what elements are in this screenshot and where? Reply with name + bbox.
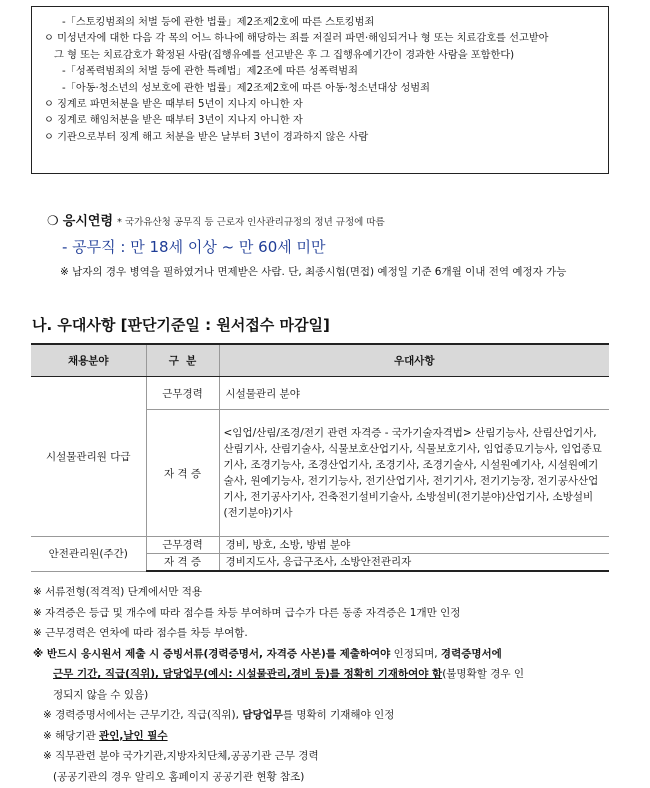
preference-table (31, 343, 609, 572)
box-line: -「스토킹범죄의 처벌 등에 관한 법률」제2조제2호에 따른 스토킹범죄 (62, 17, 375, 28)
preference-cell: 경비, 방호, 소방, 방범 분야 (219, 537, 609, 554)
disqualification-box (31, 6, 609, 174)
age-section-heading (47, 210, 385, 229)
age-note: * 국가유산청 공무직 등 근로자 인사관리규정의 정년 규정에 따름 (117, 217, 385, 228)
note-line (33, 664, 623, 685)
field-safety: 안전관리원(주간) (31, 537, 146, 572)
note-line: 정되지 않을 수 있음) (53, 688, 149, 701)
notes-section (33, 582, 623, 787)
note-line: ※ 자격증은 등급 및 개수에 따라 점수를 차등 부여하며 급수가 다른 동종 자격증은 1개만 인정 (33, 606, 461, 619)
box-line: 그 형 또는 치료감호가 확정된 사람(집행유예를 선고받은 후 그 집행유예기간이 경과한 사람을 포함한다) (54, 49, 515, 61)
box-line: -「아동·청소년의 성보호에 관한 법률」제2조제2호에 따른 아동·청소년대상 성범죄 (62, 82, 430, 94)
note-text: 인정되며, (390, 647, 441, 660)
note-underline: 관인,날인 필수 (99, 729, 168, 742)
note-bold: 경력증명서에 (440, 647, 502, 660)
note-line: (공공기관의 경우 알리오 홈페이지 공공기관 현황 참조) (53, 770, 305, 783)
note-line: ※ 서류전형(적격적) 단계에서만 적용 (33, 586, 203, 598)
category-cell: 근무경력 (146, 377, 219, 410)
box-line: ㅇ 미성년자에 대한 다음 각 목의 어느 하나에 해당하는 죄를 저질러 파면·해임되거나 형 또는 치료감호를 선고받아 (44, 33, 549, 45)
box-line: ㅇ 기관으로부터 징계 해고 처분을 받은 날부터 3년이 경과하지 않은 사람 (44, 131, 369, 143)
note-line (33, 705, 623, 726)
military-remark: ※ 남자의 경우 병역을 필하였거나 면제받은 사람. 단, 최종시험(면접) 예정일 기준 6개월 이내 전역 예정자 가능 (60, 266, 567, 278)
box-line: -「성폭력범죄의 처벌 등에 관한 특례법」제2조에 따른 성폭력범죄 (62, 66, 358, 78)
note-text: ※ 해당기관 (43, 729, 100, 742)
note-line (33, 644, 623, 665)
note-text: 를 명확히 기재해야 인정 (282, 709, 395, 721)
note-underline: 근무 기간, 직급(직위), 담당업무(예시: 시설물관리,경비 등)를 정확히 기재하여야 함 (53, 668, 443, 680)
age-range: - 공무직 : 만 18세 이상 ~ 만 60세 미만 (62, 238, 326, 256)
note-line: ※ 직무관련 분야 국가기관,지방자치단체,공공기관 근무 경력 (43, 750, 319, 762)
field-facility: 시설물관리원 다급 (31, 377, 146, 537)
category-cell: 자 격 증 (146, 410, 219, 537)
note-line (33, 726, 623, 747)
note-bold: ※ 반드시 응시원서 제출 시 증빙서류(경력증명서, 자격증 사본)를 제출하여야 (33, 647, 391, 660)
preference-cell: 시설물관리 분야 (219, 377, 609, 410)
note-text: (불명확할 경우 인 (442, 668, 524, 680)
box-line: ㅇ 징계로 해임처분을 받은 때부터 3년이 지나지 아니한 자 (44, 115, 303, 127)
table-header-row (31, 344, 609, 377)
table-row (31, 377, 609, 410)
age-title: 응시연령 (62, 214, 114, 229)
note-line: ※ 근무경력은 연차에 따라 점수를 차등 부여함. (33, 627, 248, 639)
section-title: 나. 우대사항 [판단기준일 : 원서접수 마감일] (32, 316, 330, 334)
note-bold: 담당업무 (242, 709, 283, 721)
category-cell: 근무경력 (146, 537, 219, 554)
category-cell: 자 격 증 (146, 554, 219, 572)
note-text: ※ 경력증명서에서는 근무기간, 직급(직위), (43, 709, 243, 721)
circle-bullet-icon: ❍ (47, 214, 59, 229)
box-line: ㅇ 징계로 파면처분을 받은 때부터 5년이 지나지 아니한 자 (44, 99, 303, 111)
header-preference: 우대사항 (219, 344, 609, 377)
preference-cell: <임업/산림/조경/전기 관련 자격증 - 국가기술자격법> 산림기능사, 산림산업기사, 산림기사, 산림기술사, 식물보호산업기사, 식물보호기사, 임업종묘기능사, 임업종묘기사, 조경기능사, 조경산업기사, 조경기사, 조경기술사, 시설원예기사, 시설원예기술사, 원예기능사, 전기기능사, 전기산업기사, 전기기사, 전기기능장, 전기공사산업기사, 전기공사기사, 건축전기설비기술사, 소방설비(전기분야)산업기사, 소방설비(전기분야)기사 (219, 410, 609, 537)
header-field: 채용분야 (31, 344, 146, 377)
header-category: 구 분 (146, 344, 219, 377)
preference-cell: 경비지도사, 응급구조사, 소방안전관리자 (219, 554, 609, 572)
table-row (31, 537, 609, 554)
